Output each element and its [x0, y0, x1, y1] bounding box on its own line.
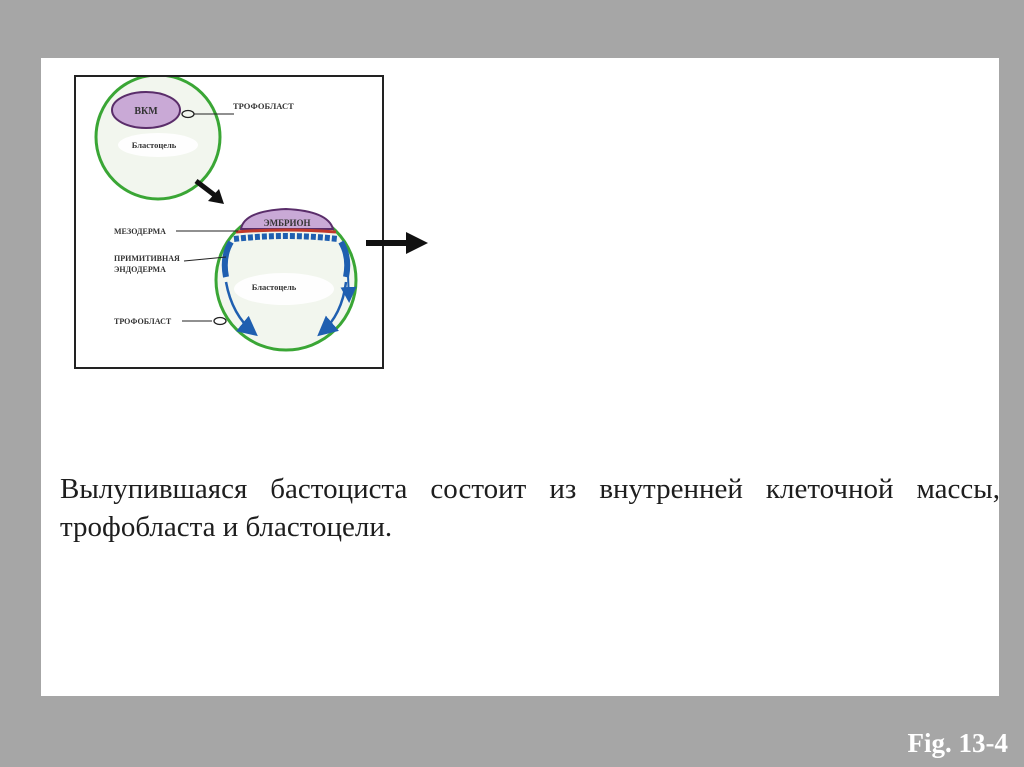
endoderm-label-line1: ПРИМИТИВНАЯ [114, 254, 180, 263]
top-blastocoel-label: Бластоцель [131, 140, 177, 150]
blastocyst-diagram [76, 77, 382, 367]
primitive-endoderm-layer [234, 236, 338, 239]
right-arrow-icon [366, 230, 430, 256]
slide-panel [41, 58, 999, 696]
blastocyst-figure [74, 75, 384, 369]
endoderm-label-line2: ЭНДОДЕРМА [114, 265, 166, 274]
development-arrow [196, 181, 224, 204]
hatched-blastocoel-label: Бластоцель [251, 282, 297, 292]
embryo-label: ЭМБРИОН [263, 218, 311, 228]
bottom-trophoblast-marker [214, 318, 226, 325]
hatched-blastocyst [114, 209, 356, 350]
caption-text: Вылупившаяся бастоциста состоит из внутренней клеточной массы, трофобласта и бластоцели. [60, 473, 1000, 543]
bottom-trophoblast-label: ТРОФОБЛАСТ [114, 317, 172, 326]
top-blastocyst [96, 77, 294, 199]
top-trophoblast-label: ТРОФОБЛАСТ [233, 101, 294, 111]
icm-label: ВКМ [134, 106, 158, 117]
figure-label: Fig. 13-4 [907, 728, 1008, 758]
mesoderm-label: МЕЗОДЕРМА [114, 227, 166, 236]
